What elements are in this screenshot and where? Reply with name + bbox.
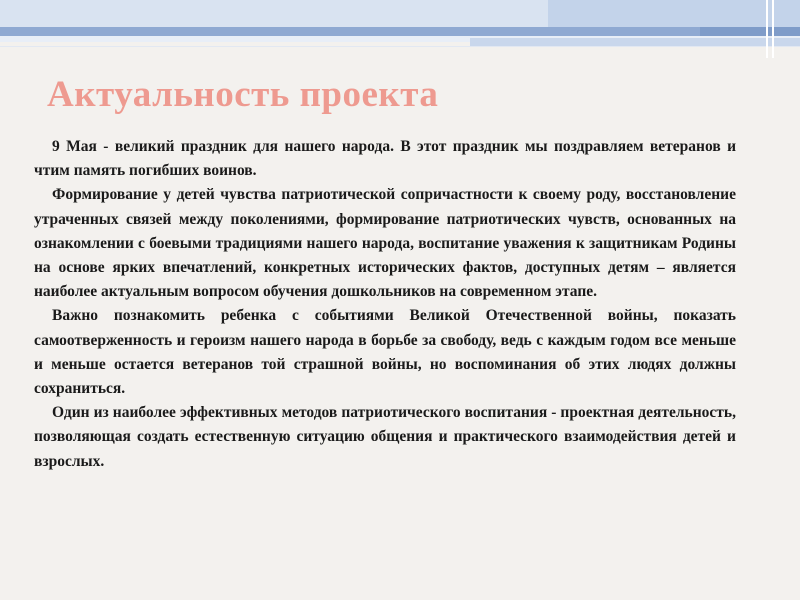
header-band-blue xyxy=(0,27,800,36)
header-bottom-line xyxy=(0,46,800,47)
body-paragraph-2: Формирование у детей чувства патриотической сопричастности к своему роду, восстановление утраченных связей между поколениями, формирование патриотических чувств, основанных на ознакомлении с боевыми традициями нашего народа, воспитание уважения к защитникам Родины на основе ярких впечатлений, конкретных исторических фактов, доступных детям – является наиболее актуальным вопросом обучения дошкольников на современном этапе. xyxy=(34,186,736,301)
body-paragraph-1: 9 Мая - великий праздник для нашего народа. В этот праздник мы поздравляем ветеранов и чтим память погибших воинов. xyxy=(34,138,736,180)
body-paragraph-4: Один из наиболее эффективных методов патриотического воспитания - проектная деятельность, позволяющая создать естественную ситуацию общения и практического взаимодействия детей и взрослых. xyxy=(34,404,736,470)
header-accent-block-top xyxy=(548,0,800,27)
body-paragraph-3: Важно познакомить ребенка с событиями Великой Отечественной войны, показать самоотверженность и героизм нашего народа в борьбе за свободу, ведь с каждым годом все меньше и меньше остается ветеранов той страшной войны, но воспоминания об этих людях должны сохраниться. xyxy=(34,307,736,398)
header-accent-block-dark xyxy=(700,27,800,36)
slide-body xyxy=(34,135,736,474)
slide-title: Актуальность проекта xyxy=(47,74,439,115)
header-decoration xyxy=(0,0,800,58)
header-accent-block-strip xyxy=(470,38,800,46)
